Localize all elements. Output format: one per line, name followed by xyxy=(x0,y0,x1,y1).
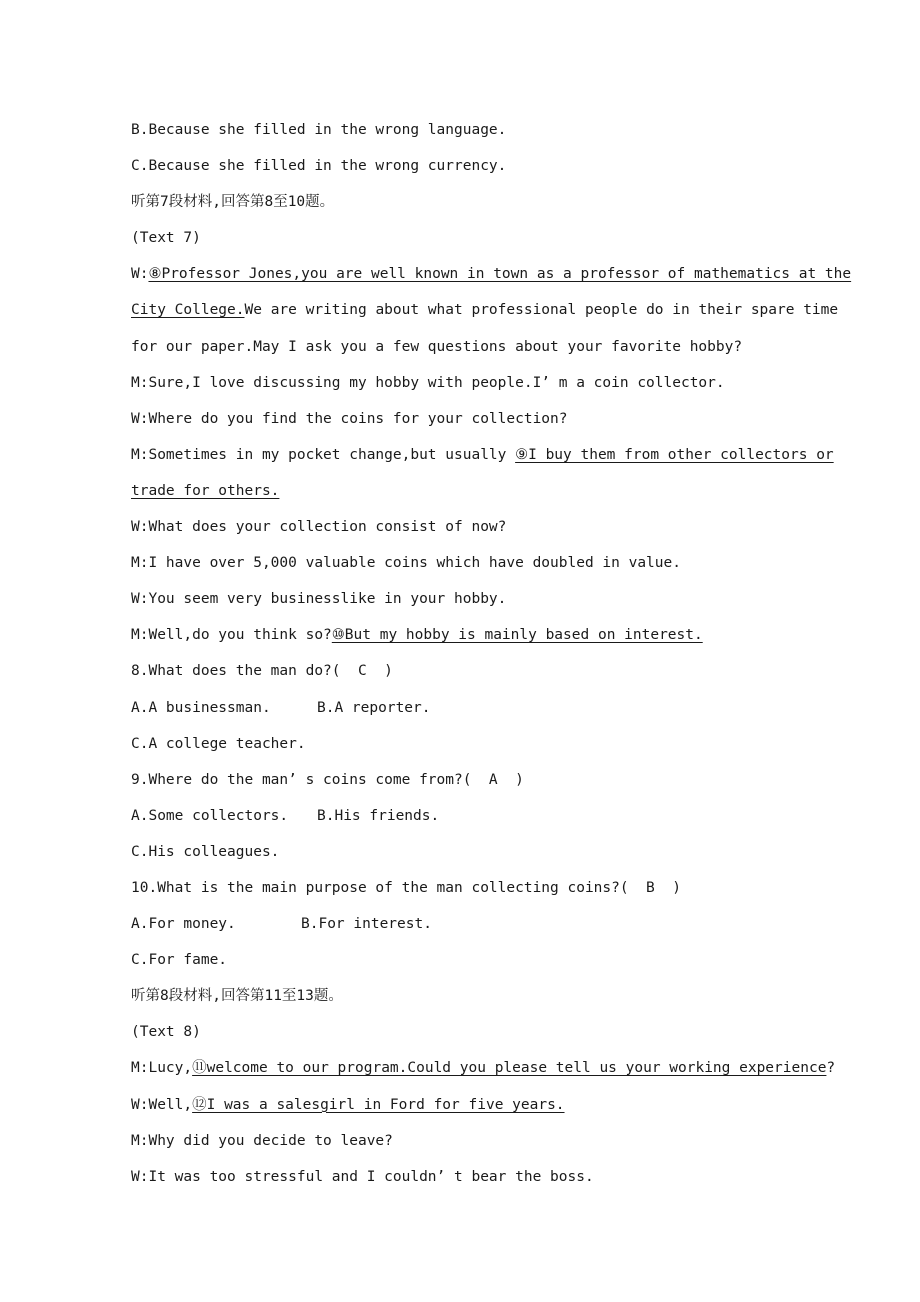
dialogue-line: W:It was too stressful and I couldn’ t bear the boss. xyxy=(131,1168,594,1185)
dialogue-line xyxy=(131,477,821,513)
question: 9.Where do the man’ s coins come from?( A ) xyxy=(131,771,524,788)
dialogue-line xyxy=(131,1091,821,1127)
dialogue-line: M:Why did you decide to leave? xyxy=(131,1132,393,1149)
section-instruction: 听第7段材料,回答第8至10题。 xyxy=(131,194,335,211)
underlined-answer-clue: ⑪welcome to our program.Could you please tell us your working experience xyxy=(192,1060,827,1077)
underlined-answer-clue: ⑧Professor Jones,you are well known in town as a professor of mathematics at the xyxy=(148,266,852,283)
dialogue-text: ? xyxy=(826,1060,836,1077)
option-b: B.For interest. xyxy=(301,916,432,933)
option-line: C.Because she filled in the wrong currency. xyxy=(131,158,507,175)
underlined-answer-clue: City College. xyxy=(131,302,245,319)
dialogue-line: M:I have over 5,000 valuable coins which have doubled in value. xyxy=(131,555,681,572)
underlined-answer-clue: ⑩But my hobby is mainly based on interest. xyxy=(331,627,703,644)
dialogue-line xyxy=(131,1054,836,1090)
dialogue-line xyxy=(131,296,839,332)
underlined-answer-clue: ⑫I was a salesgirl in Ford for five years. xyxy=(192,1096,565,1113)
speaker: W: xyxy=(131,266,149,283)
option-b: B.His friends. xyxy=(317,807,440,824)
dialogue-line: W:You seem very businesslike in your hobby. xyxy=(131,591,507,608)
dialogue-text: M:Sometimes in my pocket change,but usually xyxy=(131,446,516,463)
dialogue-text: M:Well,do you think so? xyxy=(131,627,332,644)
text-label: (Text 7) xyxy=(131,230,201,247)
dialogue-line xyxy=(131,260,852,296)
option-a: A.A businessman. xyxy=(131,699,271,716)
option-a: A.For money. xyxy=(131,916,236,933)
speaker: M:Lucy, xyxy=(131,1060,193,1077)
option-line xyxy=(131,802,821,838)
option-c: C.His colleagues. xyxy=(131,843,280,860)
dialogue-line: for our paper.May I ask you a few questions about your favorite hobby? xyxy=(131,338,743,355)
option-line xyxy=(131,910,821,946)
dialogue-line: W:Where do you find the coins for your collection? xyxy=(131,410,568,427)
dialogue-line xyxy=(131,621,821,657)
dialogue-line: M:Sure,I love discussing my hobby with people.I’ m a coin collector. xyxy=(131,374,725,391)
speaker: W:Well, xyxy=(131,1096,193,1113)
underlined-answer-clue: trade for others. xyxy=(131,482,280,499)
section-instruction: 听第8段材料,回答第11至13题。 xyxy=(131,988,343,1005)
option-b: B.A reporter. xyxy=(317,699,431,716)
dialogue-text: We are writing about what professional people do in their spare time xyxy=(244,302,839,319)
document-page xyxy=(131,116,852,1199)
dialogue-line xyxy=(131,441,834,477)
option-c: C.A college teacher. xyxy=(131,735,306,752)
question: 8.What does the man do?( C ) xyxy=(131,663,393,680)
text-label: (Text 8) xyxy=(131,1024,201,1041)
option-line xyxy=(131,694,821,730)
dialogue-line: W:What does your collection consist of now? xyxy=(131,519,507,536)
underlined-answer-clue: ⑨I buy them from other collectors or xyxy=(515,446,834,463)
option-line: B.Because she filled in the wrong language. xyxy=(131,122,507,138)
question: 10.What is the main purpose of the man collecting coins?( B ) xyxy=(131,879,681,896)
option-c: C.For fame. xyxy=(131,952,228,969)
option-a: A.Some collectors. xyxy=(131,807,289,824)
